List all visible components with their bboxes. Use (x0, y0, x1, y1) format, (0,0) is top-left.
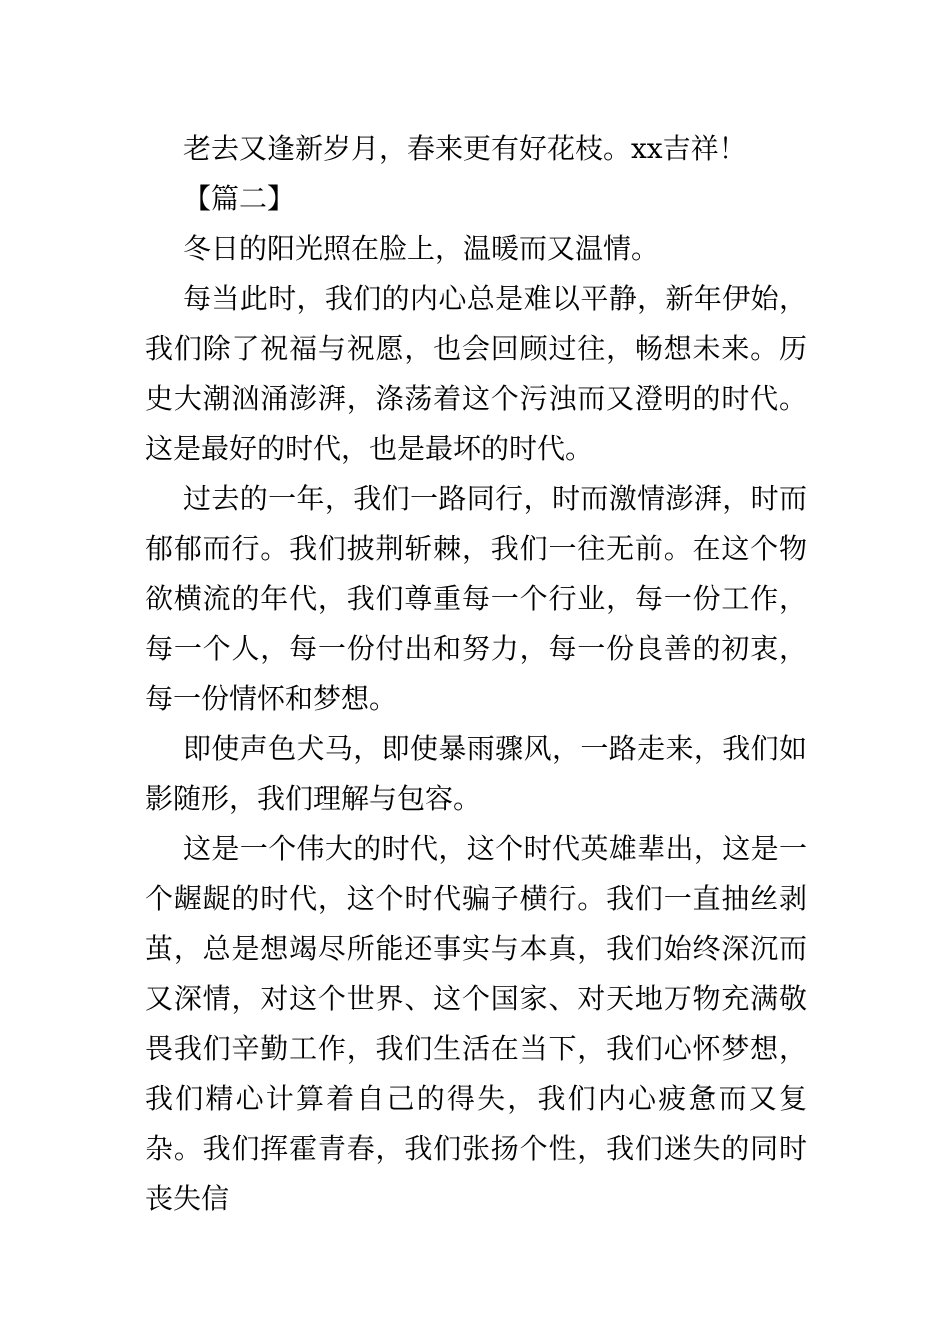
section-heading: 【篇二】 (183, 182, 296, 215)
document-body (145, 124, 807, 1224)
paragraph-together: 即使声色犬马，即使暴雨骤风，一路走来，我们如影随形，我们理解与包容。 (145, 732, 807, 815)
paragraph-closing-couplet: 老去又逢新岁月，春来更有好花枝。xx吉祥！ (183, 132, 747, 165)
paragraph-new-year: 每当此时，我们的内心总是难以平静，新年伊始，我们除了祝福与祝愿，也会回顾过往，畅想未来。历史大潮汹涌澎湃，涤荡着这个污浊而又澄明的时代。这是最好的时代，也是最坏的时代。 (145, 282, 807, 465)
paragraph-winter-sun: 冬日的阳光照在脸上，温暖而又温情。 (183, 232, 660, 265)
paragraph-great-era: 这是一个伟大的时代，这个时代英雄辈出，这是一个龌龊的时代，这个时代骗子横行。我们一直抽丝剥茧，总是想竭尽所能还事实与本真，我们始终深沉而又深情，对这个世界、这个国家、对天地万物充满敬畏我们辛勤工作，我们生活在当下，我们心怀梦想，我们精心计算着自己的得失，我们内心疲惫而又复杂。我们挥霍青春，我们张扬个性，我们迷失的同时丧失信 (145, 832, 807, 1215)
paragraph-past-year: 过去的一年，我们一路同行，时而激情澎湃，时而郁郁而行。我们披荆斩棘，我们一往无前。在这个物欲横流的年代，我们尊重每一个行业，每一份工作，每一个人，每一份付出和努力，每一份良善的初衷，每一份情怀和梦想。 (145, 482, 807, 715)
